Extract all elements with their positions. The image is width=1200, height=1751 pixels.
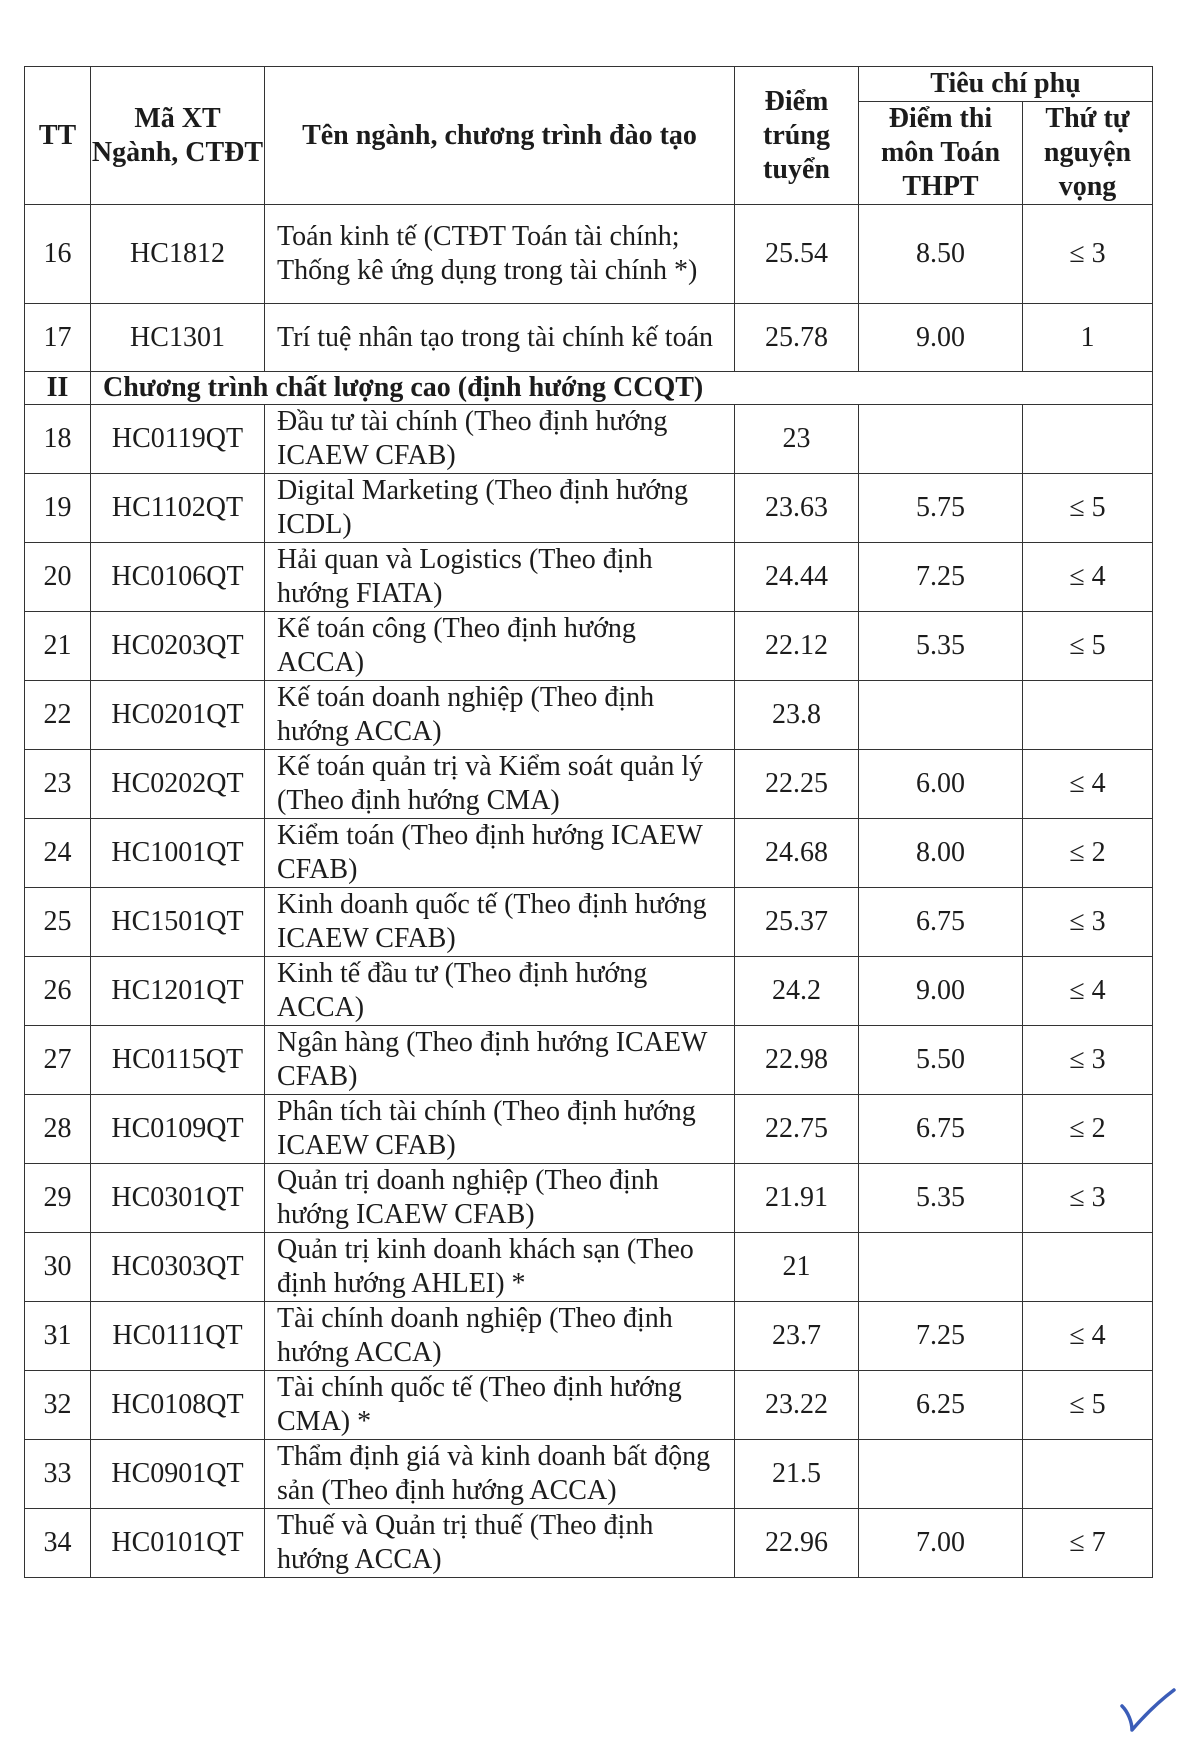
cell-ten-nganh: Kế toán quản trị và Kiểm soát quản lý (Theo định hướng CMA) <box>265 750 735 819</box>
header-diem-thi-toan: Điểm thi môn Toán THPT <box>859 102 1023 205</box>
cell-ma-xt: HC1201QT <box>91 957 265 1026</box>
table-row <box>25 1026 1153 1095</box>
cell-ten-nganh: Kinh doanh quốc tế (Theo định hướng ICAEW CFAB) <box>265 888 735 957</box>
cell-thu-tu-nguyen-vong: ≤ 3 <box>1023 1026 1153 1095</box>
cell-diem-thi-toan: 9.00 <box>859 957 1023 1026</box>
cell-diem-trung-tuyen: 23.7 <box>735 1302 859 1371</box>
section-row <box>25 372 1153 405</box>
cell-tt: 24 <box>25 819 91 888</box>
cell-ten-nganh: Thuế và Quản trị thuế (Theo định hướng ACCA) <box>265 1509 735 1578</box>
cell-thu-tu-nguyen-vong: ≤ 2 <box>1023 1095 1153 1164</box>
cell-diem-thi-toan <box>859 1440 1023 1509</box>
cell-diem-trung-tuyen: 23 <box>735 405 859 474</box>
cell-diem-thi-toan: 5.35 <box>859 1164 1023 1233</box>
cell-ma-xt: HC1501QT <box>91 888 265 957</box>
cell-diem-thi-toan: 9.00 <box>859 304 1023 372</box>
cell-ma-xt: HC0108QT <box>91 1371 265 1440</box>
cell-diem-trung-tuyen: 21.91 <box>735 1164 859 1233</box>
cell-thu-tu-nguyen-vong: ≤ 2 <box>1023 819 1153 888</box>
cell-diem-thi-toan: 5.75 <box>859 474 1023 543</box>
cell-diem-trung-tuyen: 23.22 <box>735 1371 859 1440</box>
cell-diem-thi-toan: 5.35 <box>859 612 1023 681</box>
cell-ma-xt: HC0301QT <box>91 1164 265 1233</box>
cell-ma-xt: HC0202QT <box>91 750 265 819</box>
cell-ten-nganh: Kế toán doanh nghiệp (Theo định hướng ACCA) <box>265 681 735 750</box>
cell-diem-thi-toan: 6.00 <box>859 750 1023 819</box>
cell-ten-nganh: Hải quan và Logistics (Theo định hướng FIATA) <box>265 543 735 612</box>
cell-thu-tu-nguyen-vong: ≤ 3 <box>1023 1164 1153 1233</box>
cell-ma-xt: HC0119QT <box>91 405 265 474</box>
cell-tt: 23 <box>25 750 91 819</box>
cell-diem-trung-tuyen: 22.98 <box>735 1026 859 1095</box>
cell-tt: 16 <box>25 205 91 304</box>
header-thu-tu-nguyen-vong: Thứ tự nguyện vọng <box>1023 102 1153 205</box>
cell-thu-tu-nguyen-vong <box>1023 1440 1153 1509</box>
table-row <box>25 1233 1153 1302</box>
cell-diem-thi-toan: 6.75 <box>859 888 1023 957</box>
cell-thu-tu-nguyen-vong: ≤ 3 <box>1023 205 1153 304</box>
cell-diem-trung-tuyen: 22.25 <box>735 750 859 819</box>
cell-diem-trung-tuyen: 22.75 <box>735 1095 859 1164</box>
cell-thu-tu-nguyen-vong: ≤ 5 <box>1023 1371 1153 1440</box>
cell-tt: 22 <box>25 681 91 750</box>
cell-tt: 17 <box>25 304 91 372</box>
cell-ma-xt: HC0303QT <box>91 1233 265 1302</box>
cell-tt: 32 <box>25 1371 91 1440</box>
handwritten-checkmark-icon <box>1118 1686 1178 1740</box>
cell-diem-thi-toan: 6.75 <box>859 1095 1023 1164</box>
table-row <box>25 1302 1153 1371</box>
table-row <box>25 1371 1153 1440</box>
cell-tt: 33 <box>25 1440 91 1509</box>
cell-diem-trung-tuyen: 22.12 <box>735 612 859 681</box>
cell-tt: 21 <box>25 612 91 681</box>
cell-diem-thi-toan <box>859 681 1023 750</box>
cell-ten-nganh: Đầu tư tài chính (Theo định hướng ICAEW CFAB) <box>265 405 735 474</box>
cell-ma-xt: HC0201QT <box>91 681 265 750</box>
section-title: Chương trình chất lượng cao (định hướng CCQT) <box>91 372 1153 405</box>
table-row <box>25 405 1153 474</box>
cell-ten-nganh: Trí tuệ nhân tạo trong tài chính kế toán <box>265 304 735 372</box>
header-tieu-chi-phu: Tiêu chí phụ <box>859 67 1153 102</box>
table-body <box>25 205 1153 1578</box>
cell-thu-tu-nguyen-vong: ≤ 5 <box>1023 612 1153 681</box>
cell-ten-nganh: Quản trị kinh doanh khách sạn (Theo định hướng AHLEI) * <box>265 1233 735 1302</box>
cell-diem-thi-toan: 7.25 <box>859 1302 1023 1371</box>
cell-ma-xt: HC0106QT <box>91 543 265 612</box>
header-ma-xt: Mã XT Ngành, CTĐT <box>91 67 265 205</box>
cell-thu-tu-nguyen-vong: 1 <box>1023 304 1153 372</box>
table-row <box>25 304 1153 372</box>
cell-diem-thi-toan <box>859 1233 1023 1302</box>
table-row <box>25 819 1153 888</box>
table-row <box>25 612 1153 681</box>
cell-tt: 25 <box>25 888 91 957</box>
cell-thu-tu-nguyen-vong: ≤ 5 <box>1023 474 1153 543</box>
cell-diem-trung-tuyen: 21 <box>735 1233 859 1302</box>
header-ten-nganh: Tên ngành, chương trình đào tạo <box>265 67 735 205</box>
cell-ma-xt: HC1102QT <box>91 474 265 543</box>
table-row <box>25 543 1153 612</box>
table-row <box>25 1164 1153 1233</box>
cell-diem-thi-toan <box>859 405 1023 474</box>
header-tt: TT <box>25 67 91 205</box>
cell-ma-xt: HC0901QT <box>91 1440 265 1509</box>
table-row <box>25 1095 1153 1164</box>
cell-tt: 34 <box>25 1509 91 1578</box>
admission-score-table <box>24 66 1153 1578</box>
cell-ma-xt: HC1812 <box>91 205 265 304</box>
table-row <box>25 205 1153 304</box>
cell-thu-tu-nguyen-vong <box>1023 681 1153 750</box>
cell-diem-thi-toan: 8.00 <box>859 819 1023 888</box>
cell-tt: 27 <box>25 1026 91 1095</box>
header-diem-trung-tuyen: Điểm trúng tuyển <box>735 67 859 205</box>
cell-ma-xt: HC0115QT <box>91 1026 265 1095</box>
cell-thu-tu-nguyen-vong: ≤ 4 <box>1023 957 1153 1026</box>
cell-diem-trung-tuyen: 23.63 <box>735 474 859 543</box>
table-row <box>25 750 1153 819</box>
cell-ma-xt: HC0109QT <box>91 1095 265 1164</box>
cell-ten-nganh: Kinh tế đầu tư (Theo định hướng ACCA) <box>265 957 735 1026</box>
table-row <box>25 681 1153 750</box>
cell-diem-trung-tuyen: 25.78 <box>735 304 859 372</box>
cell-diem-thi-toan: 7.00 <box>859 1509 1023 1578</box>
cell-ten-nganh: Ngân hàng (Theo định hướng ICAEW CFAB) <box>265 1026 735 1095</box>
cell-tt: 20 <box>25 543 91 612</box>
cell-ten-nganh: Tài chính doanh nghiệp (Theo định hướng ACCA) <box>265 1302 735 1371</box>
cell-tt: 19 <box>25 474 91 543</box>
cell-diem-trung-tuyen: 23.8 <box>735 681 859 750</box>
cell-tt: 28 <box>25 1095 91 1164</box>
cell-ma-xt: HC1001QT <box>91 819 265 888</box>
cell-diem-thi-toan: 6.25 <box>859 1371 1023 1440</box>
cell-diem-trung-tuyen: 24.2 <box>735 957 859 1026</box>
cell-ten-nganh: Kế toán công (Theo định hướng ACCA) <box>265 612 735 681</box>
cell-ten-nganh: Quản trị doanh nghiệp (Theo định hướng ICAEW CFAB) <box>265 1164 735 1233</box>
cell-diem-trung-tuyen: 25.54 <box>735 205 859 304</box>
table-row <box>25 1440 1153 1509</box>
cell-ten-nganh: Tài chính quốc tế (Theo định hướng CMA) * <box>265 1371 735 1440</box>
cell-ten-nganh: Digital Marketing (Theo định hướng ICDL) <box>265 474 735 543</box>
cell-diem-trung-tuyen: 25.37 <box>735 888 859 957</box>
cell-ten-nganh: Thẩm định giá và kinh doanh bất động sản (Theo định hướng ACCA) <box>265 1440 735 1509</box>
cell-diem-trung-tuyen: 24.44 <box>735 543 859 612</box>
cell-ten-nganh: Kiểm toán (Theo định hướng ICAEW CFAB) <box>265 819 735 888</box>
cell-thu-tu-nguyen-vong: ≤ 4 <box>1023 543 1153 612</box>
table-row <box>25 474 1153 543</box>
cell-tt: 26 <box>25 957 91 1026</box>
cell-ten-nganh: Toán kinh tế (CTĐT Toán tài chính; Thống kê ứng dụng trong tài chính *) <box>265 205 735 304</box>
cell-diem-thi-toan: 8.50 <box>859 205 1023 304</box>
cell-thu-tu-nguyen-vong <box>1023 1233 1153 1302</box>
cell-thu-tu-nguyen-vong: ≤ 4 <box>1023 1302 1153 1371</box>
cell-diem-thi-toan: 7.25 <box>859 543 1023 612</box>
cell-ma-xt: HC1301 <box>91 304 265 372</box>
cell-diem-thi-toan: 5.50 <box>859 1026 1023 1095</box>
cell-thu-tu-nguyen-vong <box>1023 405 1153 474</box>
cell-tt: 30 <box>25 1233 91 1302</box>
table-row <box>25 957 1153 1026</box>
cell-ten-nganh: Phân tích tài chính (Theo định hướng ICAEW CFAB) <box>265 1095 735 1164</box>
cell-ma-xt: HC0203QT <box>91 612 265 681</box>
cell-diem-trung-tuyen: 24.68 <box>735 819 859 888</box>
cell-tt: 31 <box>25 1302 91 1371</box>
cell-tt: 29 <box>25 1164 91 1233</box>
cell-thu-tu-nguyen-vong: ≤ 4 <box>1023 750 1153 819</box>
cell-ma-xt: HC0111QT <box>91 1302 265 1371</box>
cell-tt: 18 <box>25 405 91 474</box>
cell-ma-xt: HC0101QT <box>91 1509 265 1578</box>
section-number: II <box>25 372 91 405</box>
table-row <box>25 1509 1153 1578</box>
cell-thu-tu-nguyen-vong: ≤ 3 <box>1023 888 1153 957</box>
cell-thu-tu-nguyen-vong: ≤ 7 <box>1023 1509 1153 1578</box>
table-row <box>25 888 1153 957</box>
cell-diem-trung-tuyen: 22.96 <box>735 1509 859 1578</box>
cell-diem-trung-tuyen: 21.5 <box>735 1440 859 1509</box>
